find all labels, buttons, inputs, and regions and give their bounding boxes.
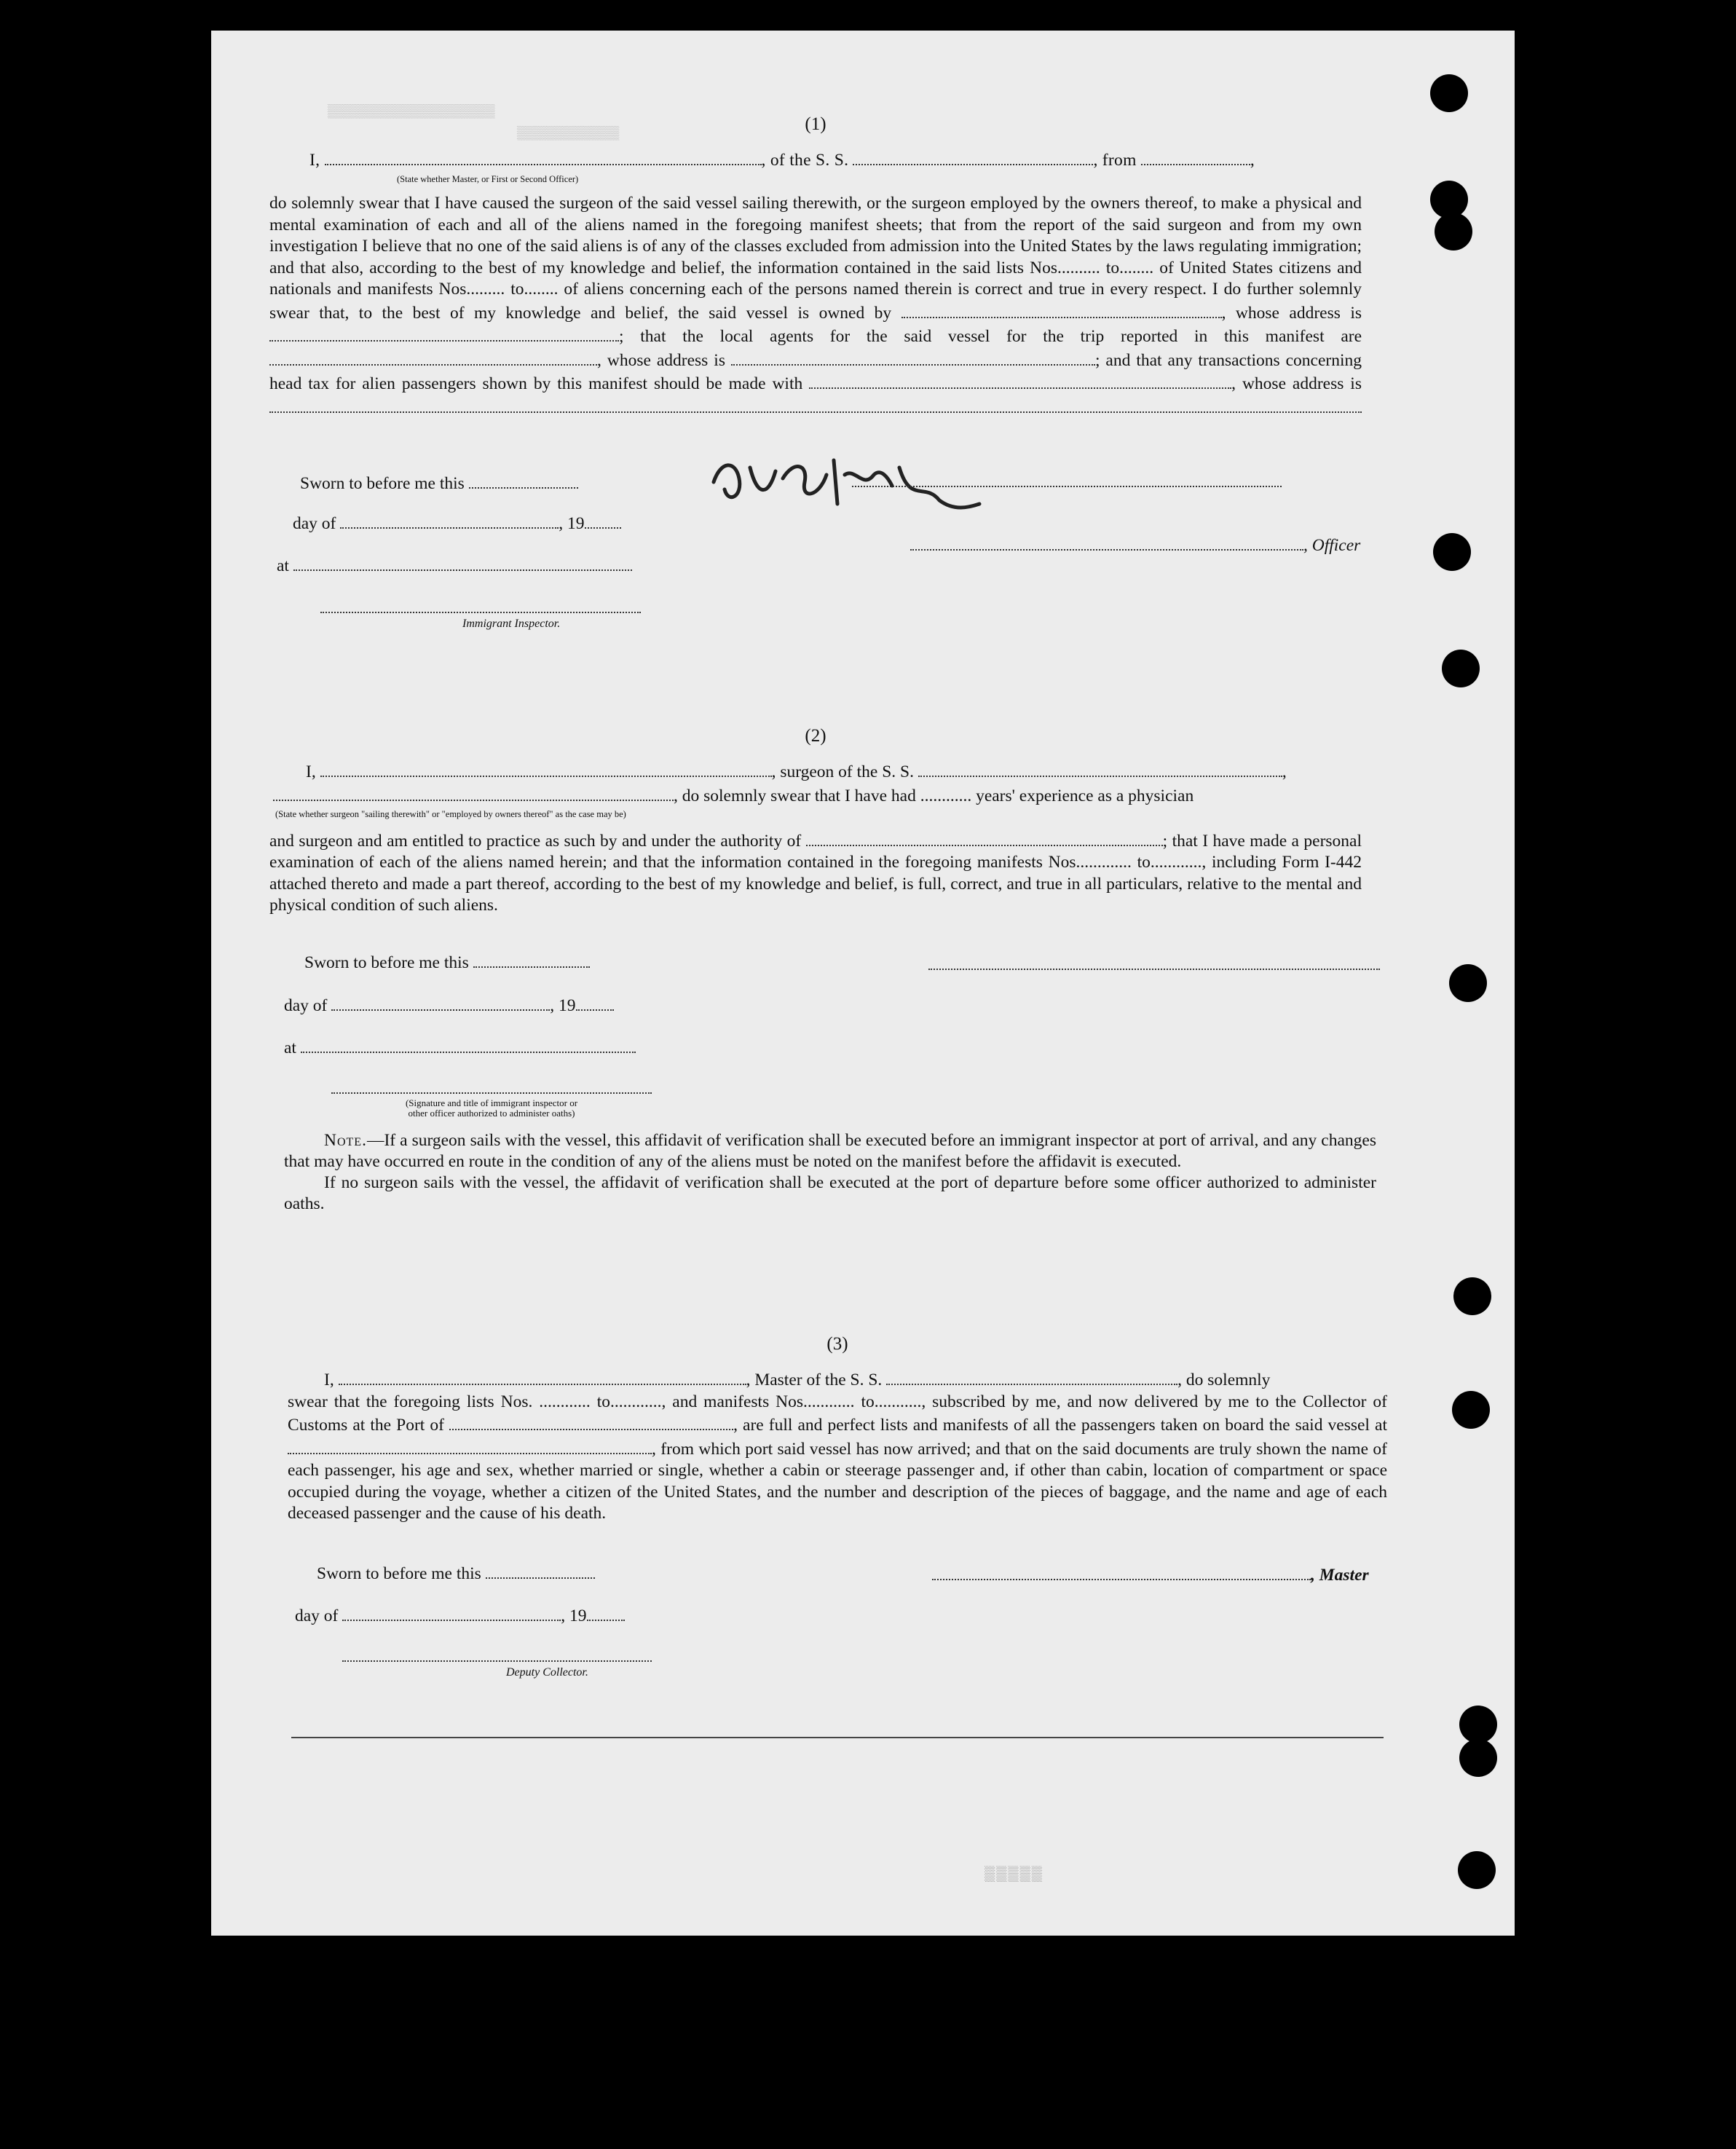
surgeon-status-hint: (State whether surgeon "sailing therewith" or "employed by owners thereof" as the case may be)	[275, 809, 626, 819]
oath-body-text: do solemnly swear that I have caused the surgeon of the said vessel sailing therewith, or the surgeon employed by the owners thereof, to make a physical and mental examination of each and all of the aliens named in the foregoing manifest sheets; that from the report of the said surgeon and from my own investigation I believe that no one of the said aliens is of any of the classes excluded from admission into the United States by the laws regulating immigration; and that also, according to the best of my knowledge and belief, the information contained in the said lists Nos.......... to........ of United States citizens and nationals and manifests Nos......... to........ of aliens concerning each of the persons named therein is correct and true in every respect. I do further solemnly swear that, to the best of my knowledge and belief, the said vessel is owned by	[269, 194, 1362, 323]
day-of-line-3: day of , 19	[295, 1604, 625, 1626]
officer-signature-line: , Officer	[910, 533, 1360, 556]
section-3-master-delivery-oath	[288, 1334, 1387, 1525]
place-field[interactable]	[301, 1036, 636, 1053]
contact-address-field[interactable]	[269, 395, 1362, 413]
bottom-rule	[291, 1737, 1384, 1738]
day-month-field[interactable]	[342, 1604, 561, 1621]
section-2-surgeon-oath	[269, 726, 1362, 917]
surgeon-name-field[interactable]	[320, 760, 772, 777]
sworn-line-3: Sworn to before me this	[317, 1561, 595, 1584]
label-of-the-ss: , of the S. S.	[761, 151, 849, 170]
punch-hole	[1442, 650, 1480, 687]
deputy-collector-caption: Deputy Collector.	[506, 1666, 588, 1679]
punch-hole	[1452, 1391, 1490, 1429]
authority-field[interactable]	[806, 829, 1163, 846]
label-whose-address: , whose address is	[1231, 374, 1362, 393]
signature-line	[852, 486, 1282, 487]
pronoun-i: I,	[309, 151, 320, 170]
punch-hole	[1430, 74, 1468, 112]
faint-stamp-mark: ▒▒▒▒▒	[983, 1866, 1042, 1882]
day-of-line-1: day of , 19	[293, 511, 621, 534]
embarkation-port-field[interactable]	[288, 1437, 652, 1454]
master-name-field[interactable]	[339, 1368, 746, 1385]
section-1-master-oath	[269, 114, 1362, 419]
year-field[interactable]	[587, 1604, 625, 1621]
punch-hole	[1458, 1851, 1496, 1889]
place-field[interactable]	[293, 553, 632, 571]
punch-hole	[1453, 1277, 1491, 1315]
sworn-date-field[interactable]	[473, 950, 590, 968]
officer-rank-hint: (State whether Master, or First or Second Officer)	[397, 173, 579, 184]
officer-signature-field[interactable]	[910, 533, 1303, 551]
officer-name-field[interactable]	[325, 148, 762, 165]
master-signature-line: , Master	[932, 1563, 1369, 1585]
bleed-through-text: ▒▒▒▒▒▒▒▒▒▒▒▒▒▒▒▒▒▒	[328, 103, 495, 118]
surgeon-vessel-field[interactable]	[918, 760, 1282, 777]
deputy-collector-signature-line	[342, 1660, 652, 1662]
authorized-officer-signature-line	[331, 1092, 652, 1094]
punch-hole	[1449, 964, 1487, 1002]
origin-port-field[interactable]	[1141, 148, 1250, 165]
local-agents-field[interactable]	[269, 348, 597, 366]
sworn-date-field[interactable]	[469, 471, 578, 489]
label-whose-address: whose address is	[607, 350, 725, 370]
vessel-name-field[interactable]	[853, 148, 1093, 165]
owner-field[interactable]	[901, 301, 1222, 318]
at-line-1: at	[277, 553, 632, 576]
day-month-field[interactable]	[331, 993, 550, 1011]
punch-hole	[1459, 1706, 1497, 1743]
at-line-2: at	[284, 1036, 636, 1058]
label-whose-address: , whose address is	[1221, 303, 1362, 323]
year-field[interactable]	[585, 511, 621, 529]
punch-hole	[1459, 1739, 1497, 1777]
section-1-text: I, , of the S. S. , from , (State whether Master, or First or Second Officer) do solemnly swear that I have caused the surgeon of the said vessel sailing therewith, or the surgeon employed by the owners thereof, to make a physical and mental examination of each and all of the aliens named in the foregoing manifest sheets; that from the report of the said surgeon and from my own investigation I believe that no one of the said aliens is of any of the classes excluded from admission into the United States by the laws regulating immigration; and that also, according to the best of my knowledge and belief, the information contained in the said lists Nos.......... to........ of United States citizens and nationals and manifests Nos......... to........ of aliens concerning each of the persons named therein is correct and true in every respect. I do further solemnly swear that, to the best of my knowledge and belief, the said vessel is owned by , whose address is ; that the local agents for the said vessel for the trip reported in this manifest are , whose address is ; and that any transactions concerning head tax for alien passengers shown by this manifest should be made with , whose address is	[269, 148, 1362, 419]
port-of-collector-field[interactable]	[449, 1413, 733, 1430]
agents-address-field[interactable]	[731, 348, 1095, 366]
verification-note: Note.—If a surgeon sails with the vessel, this affidavit of verification shall be executed before an immigrant inspector at port of arrival, and any changes that may have occurred en route in the condition of any of the aliens must be noted on the manifest before the affidavit is executed. If no surgeon sails with the vessel, the affidavit of verification shall be executed at the port of departure before some officer authorized to administer oaths.	[284, 1131, 1376, 1213]
immigrant-inspector-caption: Immigrant Inspector.	[462, 618, 561, 630]
punch-hole	[1435, 213, 1472, 251]
day-of-line-2: day of , 19	[284, 993, 614, 1016]
local-agents-text: that the local agents for the said vessel for the trip reported in this manifest are	[640, 327, 1362, 346]
signature-caption: (Signature and title of immigrant inspector or other officer authorized to administer oaths)	[405, 1097, 578, 1119]
handwritten-signature	[706, 438, 983, 526]
day-month-field[interactable]	[340, 511, 559, 529]
head-tax-text: ; and that any transactions concerning head tax for alien passengers shown by this manifest should be made with	[269, 350, 1362, 393]
section-2-text: I, , surgeon of the S. S. , , do solemnly swear that I have had ............ years' experience as a physician (State whether surgeon "sailing therewith" or "employed by owners thereof" as the case may be) and surgeon and am entitled to practice as such by and under the authority of ; that I have made a personal examination of each of the aliens named herein; and that the information contained in the foregoing manifests Nos............. to............, including Form I-442 attached thereto and made a part thereof, according to the best of my knowledge and belief, is full, correct, and true in all particulars, relative to the mental and physical condition of such aliens.	[269, 760, 1362, 917]
section-number: (2)	[805, 726, 826, 746]
sworn-date-field[interactable]	[486, 1561, 595, 1579]
label-from: , from	[1093, 151, 1137, 170]
master-vessel-field[interactable]	[886, 1368, 1177, 1385]
sworn-line-1: Sworn to before me this	[300, 471, 578, 494]
surgeon-status-field[interactable]	[273, 784, 674, 801]
manifest-form-page	[211, 31, 1515, 1936]
inspector-signature-line	[320, 612, 641, 613]
section-3-text: I, , Master of the S. S. , do solemnly swear that the foregoing lists Nos. ............ to............, and manifests Nos............ to..........., subscribed by me, and now delivered by me to the Collector of Customs at the Port of , are full and perfect lists and manifests of all the passengers taken on board the said vessel at , from which port said vessel has now arrived; and that on the said documents are truly shown the name of each passenger, his age and sex, whether married or single, whether a cabin or steerage passenger and, if other than cabin, location of compartment or space occupied during the voyage, whether a citizen of the United States, and the number and description of the pieces of baggage, and the name and age of each deceased passenger and the cause of his death.	[288, 1368, 1387, 1525]
year-field[interactable]	[576, 993, 614, 1011]
section-number: (1)	[805, 114, 826, 134]
surgeon-signature-line	[928, 969, 1380, 970]
punch-hole	[1433, 533, 1471, 571]
master-signature-field[interactable]	[932, 1563, 1311, 1580]
section-number: (3)	[826, 1334, 848, 1354]
sworn-line-2: Sworn to before me this	[304, 950, 590, 973]
bleed-through-text: ▒▒▒▒▒▒▒▒▒▒▒	[517, 125, 620, 140]
owner-address-field[interactable]	[269, 324, 619, 342]
head-tax-contact-field[interactable]	[809, 371, 1231, 389]
